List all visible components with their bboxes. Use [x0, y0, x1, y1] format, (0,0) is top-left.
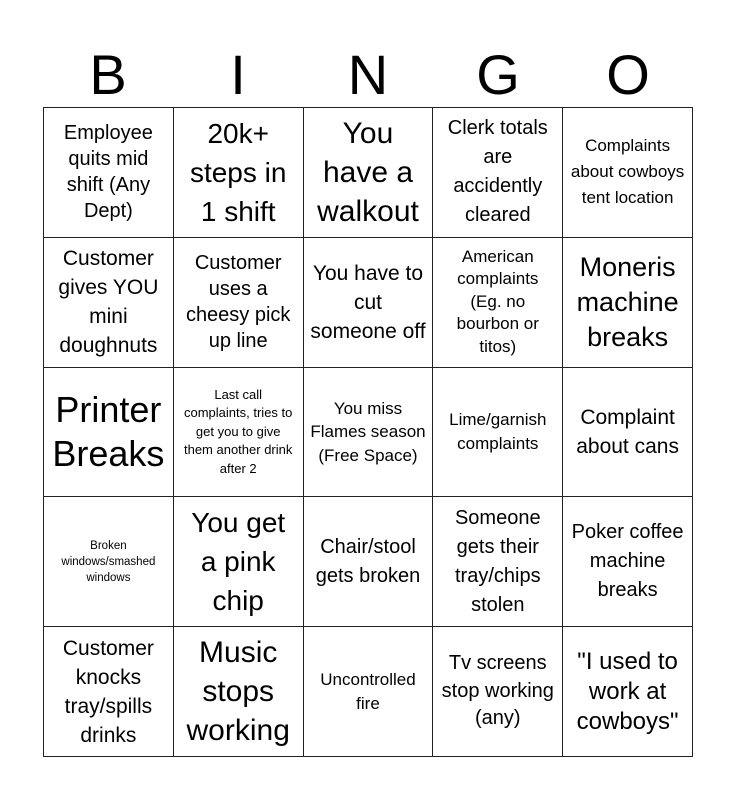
bingo-cell[interactable] — [563, 238, 693, 368]
bingo-cell[interactable] — [304, 497, 434, 627]
bingo-cell[interactable] — [44, 627, 174, 757]
cell-text: You get a pink chip — [191, 507, 286, 617]
cell-text: Broken windows/smashed windows — [61, 539, 156, 584]
cell-text: Customer knocks tray/spills drinks — [62, 636, 154, 747]
cell-text: Music stops working — [186, 636, 290, 748]
bingo-cell[interactable] — [304, 238, 434, 368]
cell-text: American complaints (Eg. no bourbon or titos) — [456, 246, 539, 356]
header-letter-b: B — [89, 43, 127, 106]
cell-text: Customer uses a cheesy pick up line — [185, 252, 291, 353]
cell-text: Lime/garnish complaints — [449, 410, 547, 453]
cell-text: Customer gives YOU mini doughnuts — [58, 247, 159, 358]
bingo-cell[interactable] — [563, 108, 693, 238]
cell-text: Complaints about cowboys tent location — [570, 136, 685, 208]
bingo-cell[interactable] — [433, 368, 563, 498]
bingo-cell[interactable] — [433, 497, 563, 627]
cell-text: You have a walkout — [317, 116, 419, 228]
bingo-cell[interactable] — [304, 368, 434, 498]
cell-text: Complaint about cans — [576, 405, 679, 458]
cell-text: Poker coffee machine breaks — [571, 521, 684, 602]
cell-text: 20k+ steps in 1 shift — [189, 117, 287, 227]
bingo-cell[interactable] — [174, 108, 304, 238]
cell-text: Printer Breaks — [52, 388, 165, 474]
bingo-cell[interactable] — [304, 627, 434, 757]
cell-text: Last call complaints, tries to get you to give them another drink after 2 — [183, 386, 293, 476]
bingo-cell[interactable] — [433, 108, 563, 238]
bingo-cell[interactable] — [563, 368, 693, 498]
bingo-cell[interactable] — [433, 627, 563, 757]
header-letter-n: N — [347, 43, 389, 106]
cell-text: You have to cut someone off — [310, 261, 426, 343]
cell-text: Uncontrolled fire — [320, 669, 416, 713]
bingo-cell[interactable] — [563, 627, 693, 757]
cell-text: Tv screens stop working (any) — [441, 652, 554, 730]
bingo-cell[interactable] — [174, 238, 304, 368]
header-letter-i: I — [230, 43, 246, 106]
bingo-cell[interactable] — [174, 627, 304, 757]
bingo-cell[interactable] — [44, 108, 174, 238]
cell-text: Moneris machine breaks — [576, 251, 679, 352]
header-letter-o: O — [606, 43, 650, 106]
bingo-cell[interactable] — [44, 238, 174, 368]
bingo-grid — [43, 107, 693, 757]
bingo-cell[interactable] — [304, 108, 434, 238]
cell-text: Someone gets their tray/chips stolen — [454, 506, 541, 616]
bingo-cell[interactable] — [174, 368, 304, 498]
bingo-cell[interactable] — [174, 497, 304, 627]
cell-text: Chair/stool gets broken — [315, 535, 421, 587]
bingo-cell[interactable] — [563, 497, 693, 627]
cell-text: Clerk totals are accidently cleared — [447, 117, 548, 227]
bingo-cell[interactable] — [44, 368, 174, 498]
bingo-cell[interactable] — [433, 238, 563, 368]
cell-text: "I used to work at cowboys" — [576, 647, 679, 735]
bingo-cell[interactable] — [44, 497, 174, 627]
header-letter-g: G — [476, 43, 520, 106]
cell-text: You miss Flames season (Free Space) — [310, 398, 426, 465]
bingo-header — [43, 44, 693, 106]
cell-text: Employee quits mid shift (Any Dept) — [63, 122, 153, 223]
